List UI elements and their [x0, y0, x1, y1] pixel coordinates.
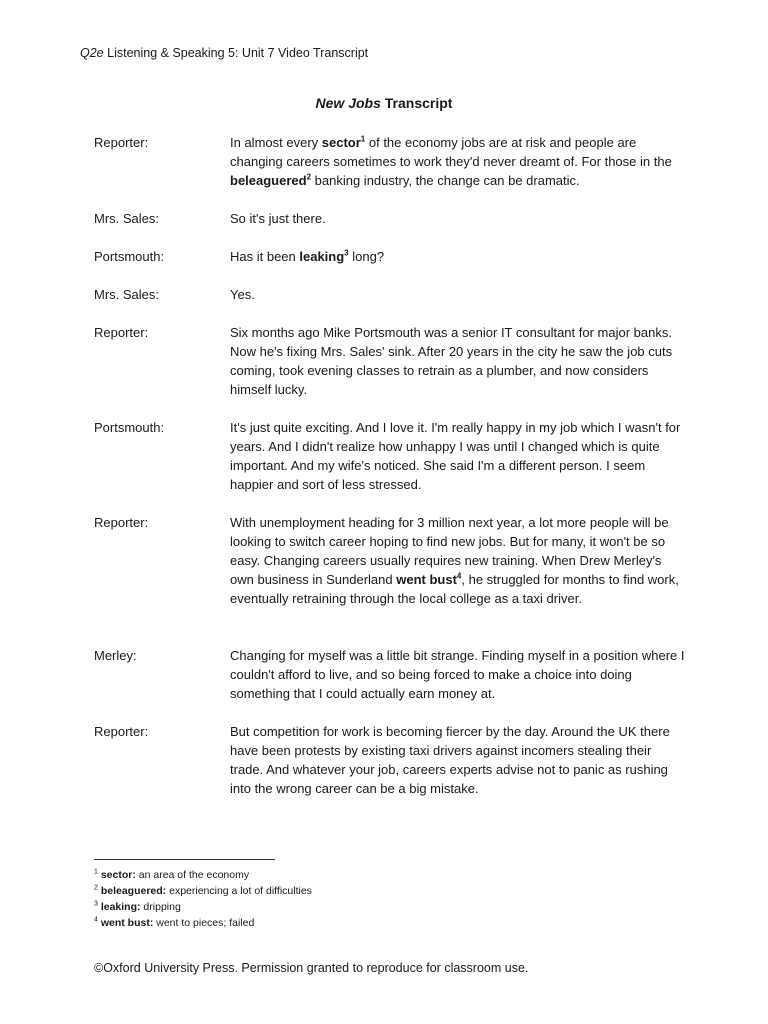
speaker-label: Portsmouth: — [94, 420, 165, 435]
transcript-row — [94, 513, 694, 646]
copyright-footer: ©Oxford University Press. Permission granted to reproduce for classroom use. — [94, 961, 529, 975]
text-segment: Has it been — [230, 249, 300, 264]
dialogue-text — [230, 323, 685, 418]
header-rest: Listening & Speaking 5: Unit 7 Video Transcript — [103, 46, 369, 60]
dialogue-text — [230, 418, 685, 513]
footnote-marker: 2 — [306, 172, 312, 182]
footnote — [94, 883, 312, 899]
footnote-number: 4 — [94, 916, 98, 924]
speaker-label: Merley: — [94, 648, 137, 663]
page-title — [0, 95, 768, 111]
footnote-marker: 3 — [344, 248, 349, 258]
text-segment: long? — [348, 249, 385, 264]
footnote-definition: experiencing a lot of difficulties — [166, 885, 312, 897]
text-segment: , he struggled for months to find work, eventually retraining through the local college as a taxi driver. — [230, 572, 679, 606]
footnote-marker: 1 — [360, 134, 366, 144]
transcript-row — [94, 323, 694, 418]
speaker-label: Mrs. Sales: — [94, 287, 160, 302]
transcript-row — [94, 722, 694, 798]
footnote-number: 1 — [94, 868, 98, 876]
header-series: Q2e — [80, 46, 104, 60]
footnote-definition: went to pieces; failed — [153, 917, 255, 929]
speaker-label: Reporter: — [94, 724, 149, 739]
text-segment: In almost every — [230, 135, 322, 150]
text-segment: Changing for myself was a little bit strange. Finding myself in a position where I couldn't afford to live, and so being forced to make a choice into doing something that I could actually earn money at. — [230, 648, 685, 701]
text-segment: With unemployment heading for 3 million next year, a lot more people will be looking to switch career hoping to find new jobs. But for many, it won't be so easy. Changing careers usually requires new training. When Drew Merley's own business in Sunderland — [230, 515, 669, 587]
footnote-definition: an area of the economy — [135, 869, 250, 881]
text-segment: of the economy jobs are at risk and people are changing careers sometimes to work they'd never dreamt of. For those in the — [230, 135, 672, 169]
text-segment: So it's just there. — [230, 211, 326, 226]
page-header — [80, 46, 368, 60]
transcript-row — [94, 247, 694, 285]
transcript-row — [94, 209, 694, 247]
title-italic: New Jobs — [315, 95, 381, 111]
transcript-row — [94, 418, 694, 513]
footnote-divider — [94, 859, 275, 860]
footnote-term: leaking: — [100, 901, 141, 913]
footnote — [94, 867, 312, 883]
speaker-label: Reporter: — [94, 325, 149, 340]
glossary-term: went bust — [396, 572, 457, 587]
glossary-term: sector — [321, 135, 361, 150]
footnotes — [94, 867, 312, 931]
footnote-term: beleaguered: — [100, 885, 167, 897]
text-segment: It's just quite exciting. And I love it. I'm really happy in my job which I wasn't for years. And I didn't realize how unhappy I was until I changed which is quite important. And my wife's noticed. She said I'm a different person. I seem happier and sort of less stressed. — [230, 420, 681, 492]
dialogue-text — [230, 722, 685, 798]
transcript-row — [94, 646, 694, 722]
dialogue-text — [230, 209, 685, 247]
footnote — [94, 899, 312, 915]
speaker-label: Reporter: — [94, 515, 149, 530]
text-segment: Yes. — [230, 287, 255, 302]
text-segment: But competition for work is becoming fiercer by the day. Around the UK there have been protests by existing taxi drivers against incomers stealing their trade. And whatever your job, careers experts advise not to panic as rushing into the wrong career can be a big mistake. — [230, 724, 670, 796]
glossary-term: leaking — [299, 249, 345, 264]
speaker-label: Portsmouth: — [94, 249, 165, 264]
dialogue-text — [230, 133, 685, 209]
transcript-body — [94, 133, 694, 798]
footnote-term: sector: — [100, 869, 136, 881]
dialogue-text — [230, 513, 685, 646]
title-rest: Transcript — [380, 95, 453, 111]
text-segment: banking industry, the change can be dramatic. — [311, 173, 580, 188]
text-segment: Six months ago Mike Portsmouth was a senior IT consultant for major banks. Now he's fixing Mrs. Sales' sink. After 20 years in the city he saw the job cuts coming, took evening classes to retrain as a plumber, and now considers himself lucky. — [230, 325, 673, 397]
dialogue-text — [230, 285, 685, 323]
dialogue-text — [230, 646, 685, 722]
dialogue-text — [230, 247, 685, 285]
footnote — [94, 915, 312, 931]
speaker-label: Reporter: — [94, 135, 149, 150]
glossary-term: beleaguered — [230, 173, 307, 188]
footnote-term: went bust: — [100, 917, 154, 929]
footnote-definition: dripping — [140, 901, 181, 913]
footnote-number: 2 — [94, 884, 98, 892]
speaker-label: Mrs. Sales: — [94, 211, 160, 226]
footnote-marker: 4 — [456, 571, 462, 581]
footnote-number: 3 — [94, 900, 98, 908]
transcript-row — [94, 133, 694, 209]
transcript-row — [94, 285, 694, 323]
